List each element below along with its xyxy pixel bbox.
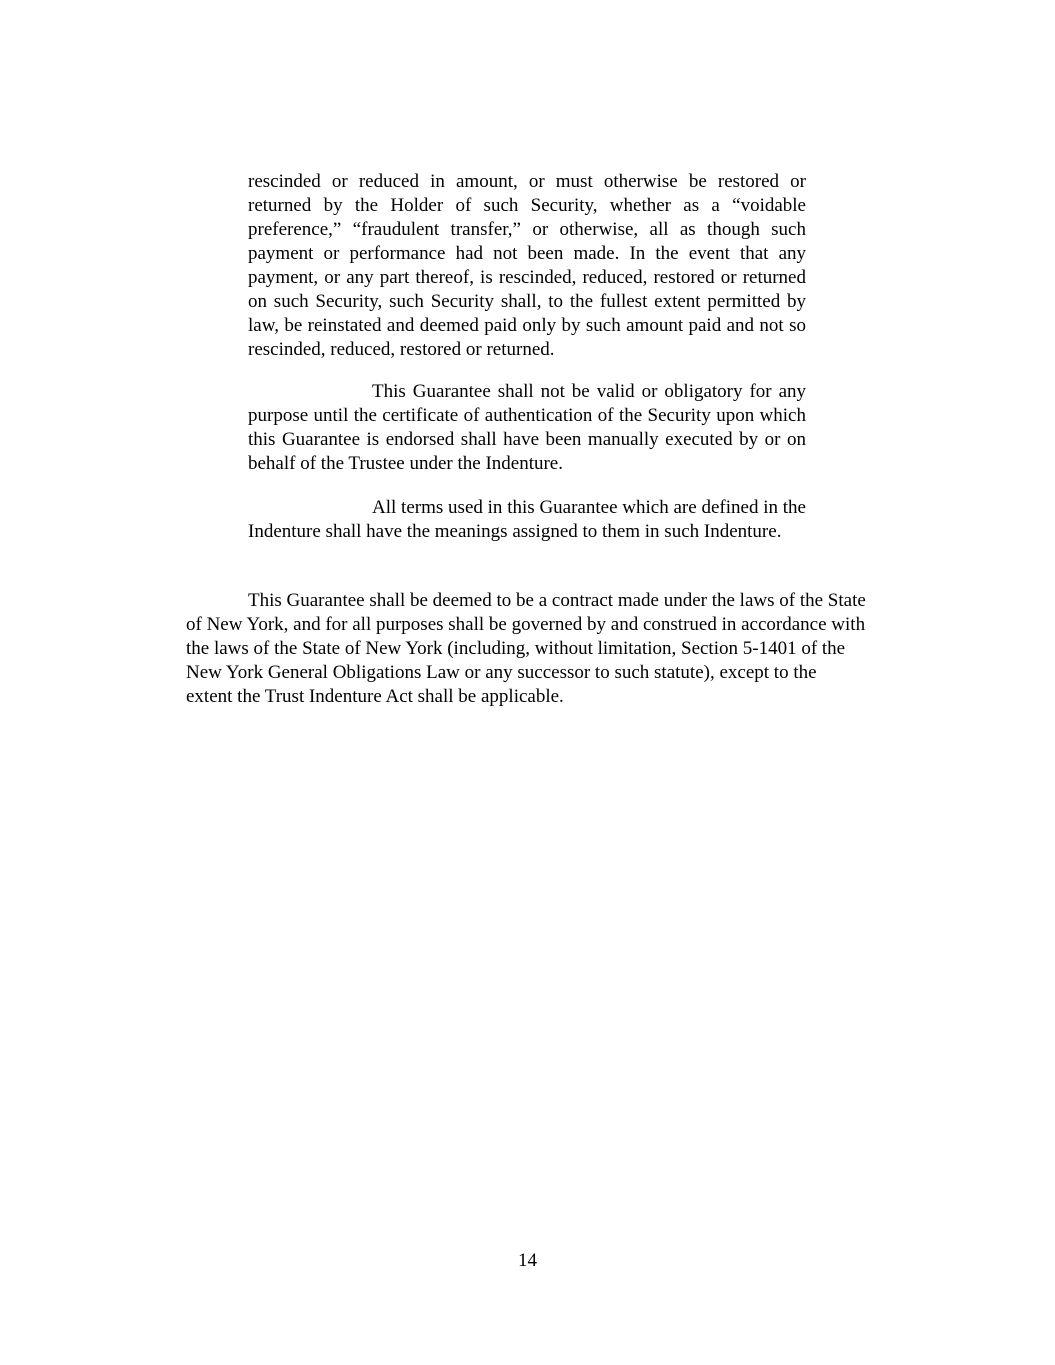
paragraph-validity: This Guarantee shall not be valid or obligatory for any purpose until the certificate of authentication of the Security upon which this Guarantee is endorsed shall have been manually executed by or on behalf of the Trustee under the Indenture. xyxy=(248,381,806,474)
paragraph-rescission: rescinded or reduced in amount, or must otherwise be restored or returned by the Holder of such Security, whether as a “voidable preference,” “fraudulent transfer,” or otherwise, all as though such payment or performance had not been made. In the event that any payment, or any part thereof, is rescinded, reduced, restored or returned on such Security, such Security shall, to the fullest extent permitted by law, be reinstated and deemed paid only by such amount paid and not so rescinded, reduced, restored or returned. xyxy=(248,171,806,360)
paragraph-defined-terms: All terms used in this Guarantee which are defined in the Indenture shall have the meanings assigned to them in such Indenture. xyxy=(248,497,806,542)
page-number: 14 xyxy=(518,1250,537,1271)
paragraph-governing-law: This Guarantee shall be deemed to be a contract made under the laws of the State of New York, and for all purposes shall be governed by and construed in accordance with the laws of the State of New York (including, without limitation, Section 5-1401 of the New York General Obligations Law or any successor to such statute), except to the extent the Trust Indenture Act shall be applicable. xyxy=(186,590,866,707)
